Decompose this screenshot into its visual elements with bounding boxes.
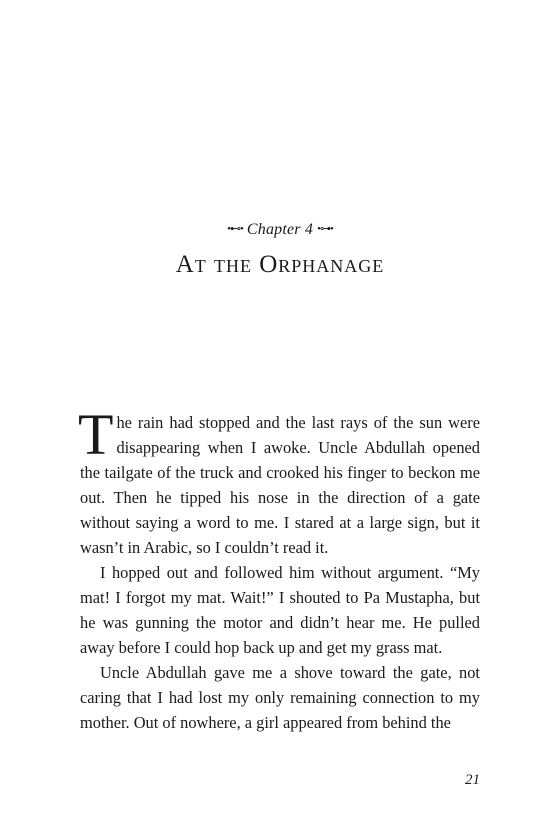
body-text bbox=[78, 402, 480, 735]
left-ornament-icon: •⊷• bbox=[227, 223, 243, 235]
page-number: 21 bbox=[465, 772, 480, 788]
drop-cap: T bbox=[78, 402, 114, 467]
chapter-label bbox=[0, 218, 560, 241]
paragraph-3: Uncle Abdullah gave me a shove toward the gate, not caring that I had lost my only remaining connection to my mother. Out of nowhere, a girl appeared from behind the bbox=[80, 663, 480, 732]
paragraph-1-text: he rain had stopped and the last rays of the sun were disappearing when I awoke. Uncle Abdullah opened the tailgate of the truck and crooked his finger to beckon me out. Then he tipped his nose in the direction of a gate without saying a word to me. I stared at a large sign, but it wasn’t in Arabic, so I couldn’t read it. bbox=[80, 413, 480, 557]
chapter-number: Chapter 4 bbox=[246, 221, 314, 238]
right-ornament-icon: •⊶• bbox=[317, 223, 333, 235]
paragraph-1 bbox=[78, 402, 480, 560]
paragraph-2: I hopped out and followed him without argument. “My mat! I forgot my mat. Wait!” I shouted to Pa Mustapha, but he was gunning the motor and didn’t hear me. He pulled away before I could hop back up and get my grass mat. bbox=[80, 563, 480, 657]
chapter-title: At the Orphanage bbox=[175, 251, 385, 278]
